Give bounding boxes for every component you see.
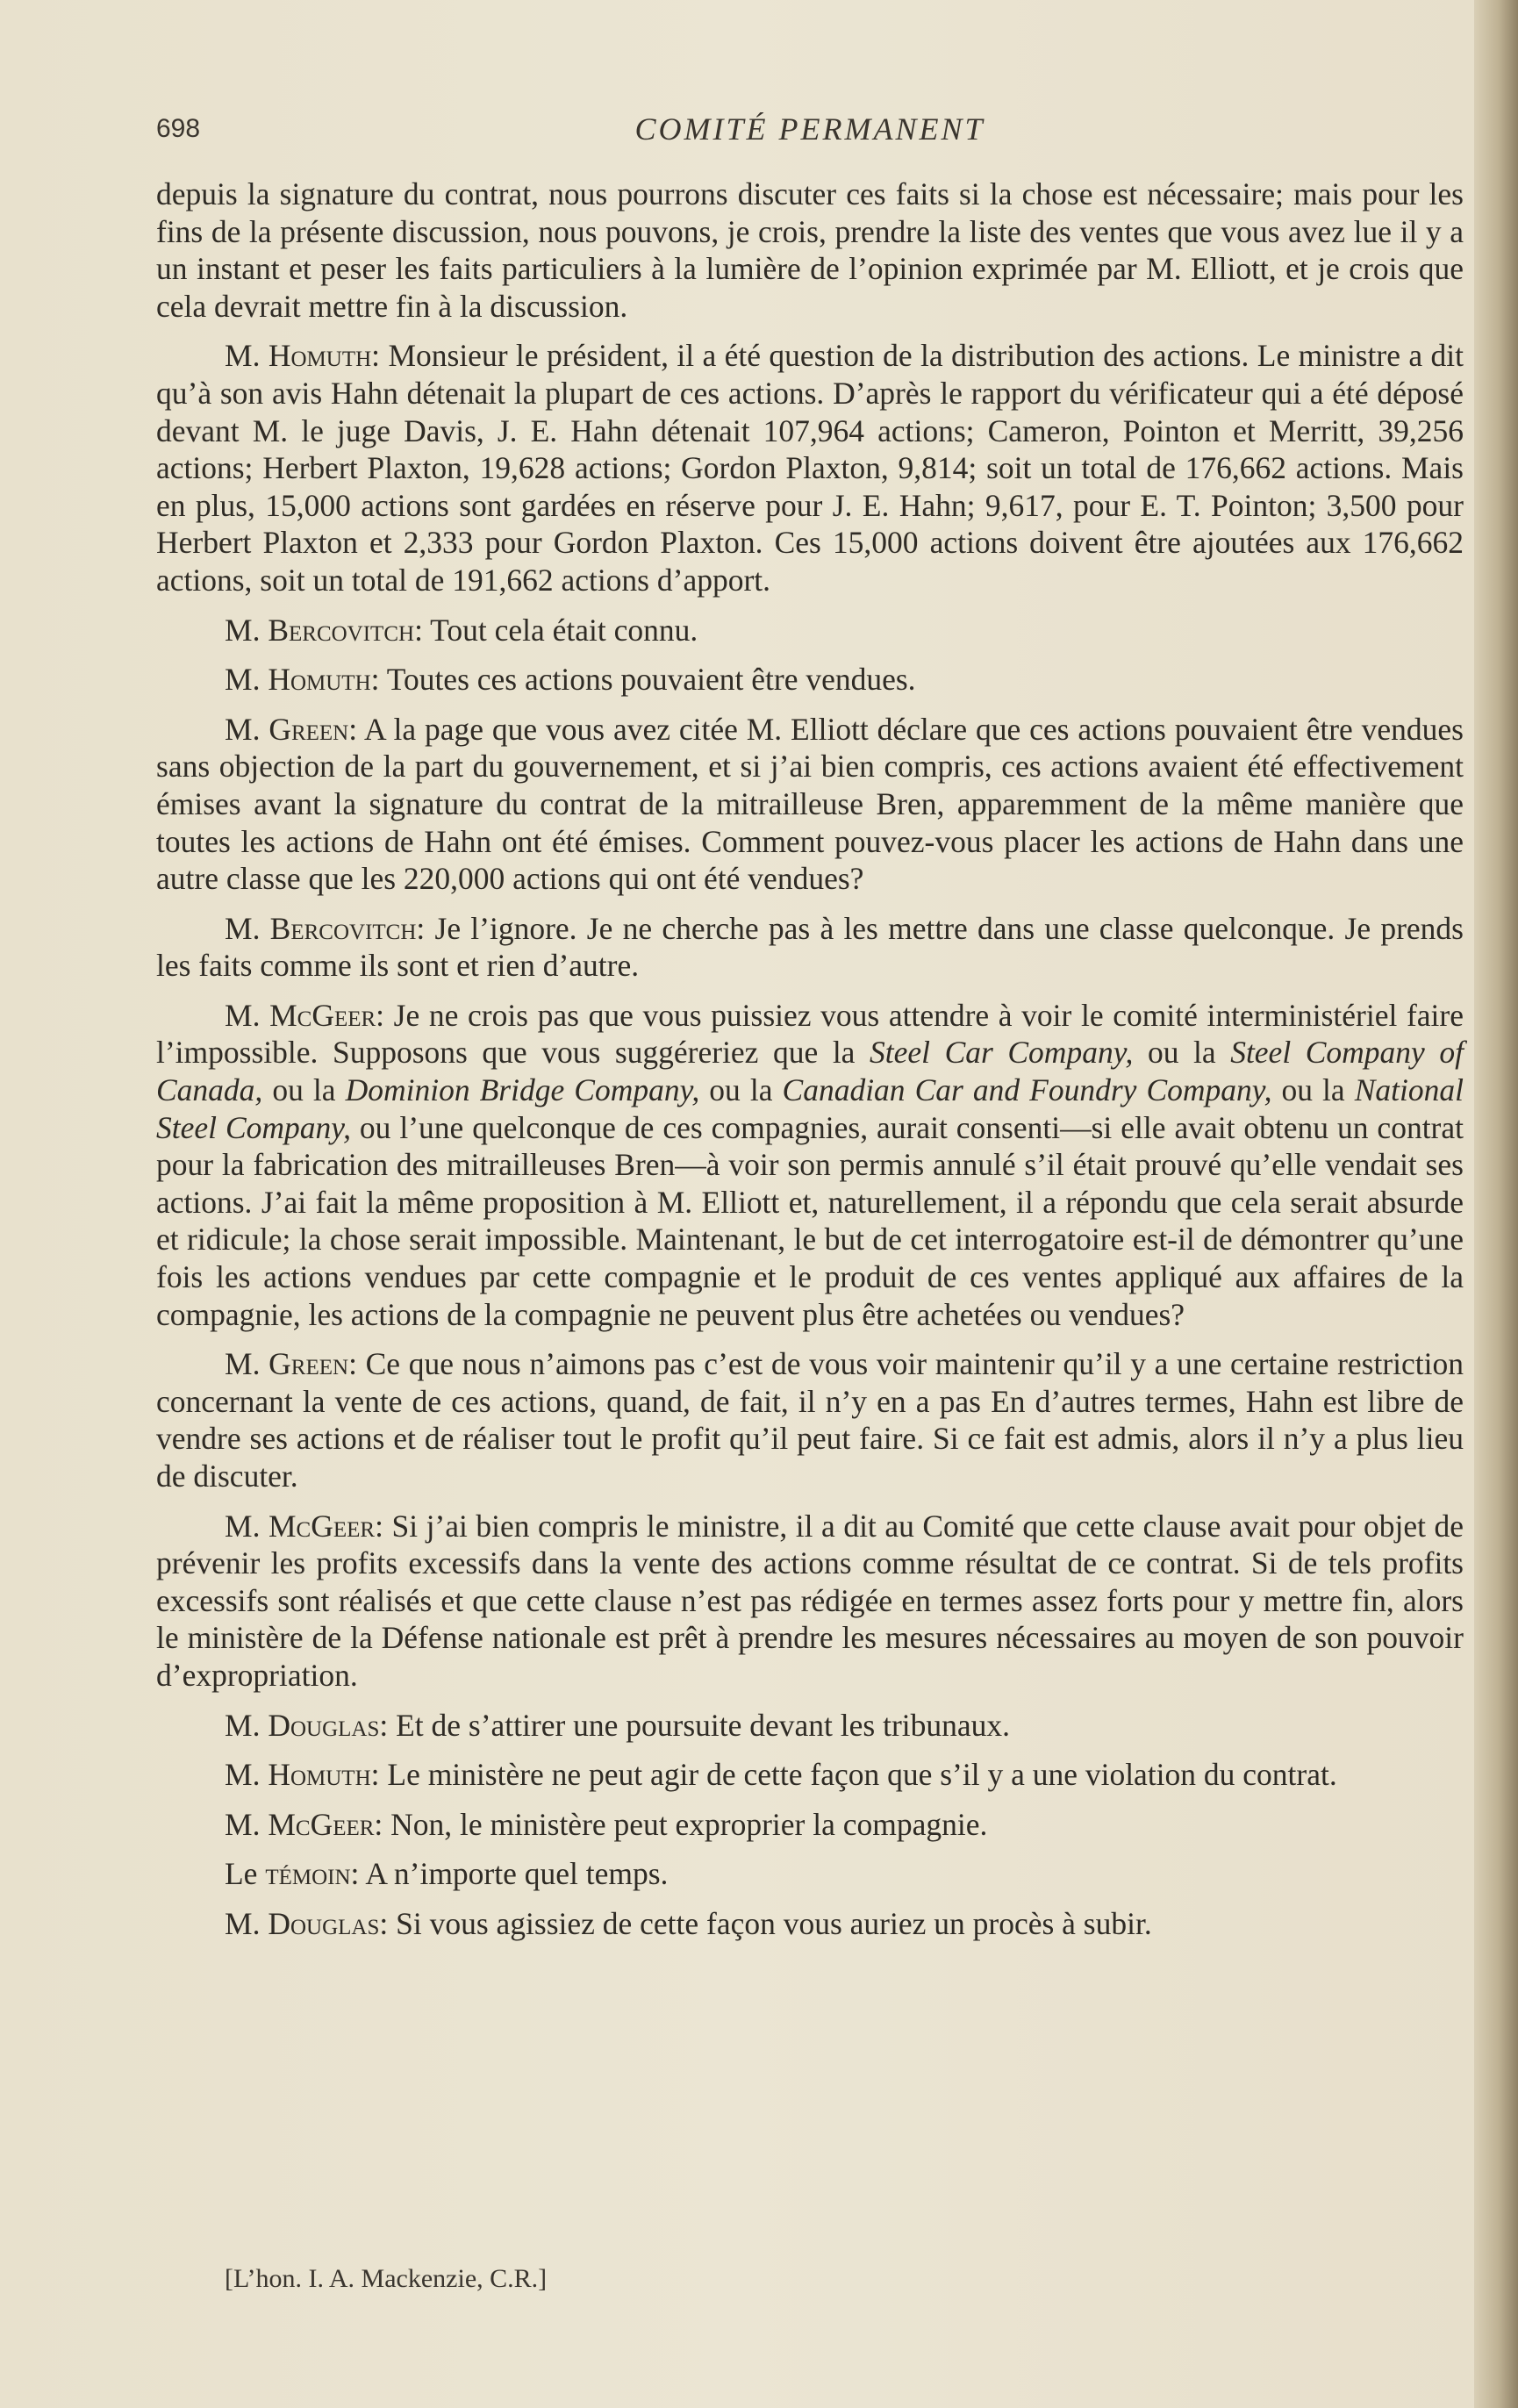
speech-paragraph bbox=[156, 1508, 1464, 1695]
speech-text: : Je l’ignore. Je ne cherche pas à les mettre dans une classe quelconque. Je prends les faits comme ils sont et rien d’autre. bbox=[156, 910, 1464, 984]
company-name: Canadian Car and Foundry Company, bbox=[782, 1072, 1272, 1108]
page-number: 698 bbox=[156, 114, 201, 143]
speaker-prefix: M. bbox=[225, 612, 269, 648]
speaker-prefix: M. bbox=[225, 338, 269, 374]
speaker-name: Green bbox=[269, 1346, 349, 1382]
company-name: Steel Car Company, bbox=[870, 1035, 1134, 1071]
speaker-footer: [L’hon. I. A. Mackenzie, C.R.] bbox=[225, 2264, 548, 2293]
speaker-prefix: M. bbox=[225, 997, 270, 1033]
transcript-body bbox=[156, 176, 1464, 1955]
speech-paragraph bbox=[156, 337, 1464, 598]
speech-paragraph bbox=[156, 1707, 1464, 1745]
speech-text: : Et de s’attirer une poursuite devant les tribunaux. bbox=[379, 1707, 1011, 1743]
speech-text: : Toutes ces actions pouvaient être vendues. bbox=[370, 662, 916, 698]
speech-paragraph bbox=[156, 711, 1464, 898]
speaker-name: Green bbox=[269, 711, 349, 747]
paragraph-text: depuis la signature du contrat, nous pourrons discuter ces faits si la chose est nécessaire; mais pour les fins de la présente discussion, nous pouvons, je crois, prendre la liste des ventes que vous avez lue il y a un instant et peser les faits particuliers à la lumière de l’opinion exprimée par M. Elliott, et je crois que cela devrait mettre fin à la discussion. bbox=[156, 176, 1464, 324]
speaker-name: Douglas bbox=[268, 1905, 380, 1941]
speaker-prefix: M. bbox=[225, 910, 270, 946]
speech-text: : Ce que nous n’aimons pas c’est de vous voir maintenir qu’il y a une certaine restriction concernant la vente de ces actions, quand, de fait, il n’y en a pas En d’autres termes, Hahn est libre de vendre ses actions et de réaliser tout le profit qu’il peut faire. Si ce fait est admis, alors il n’y a plus lieu de discuter. bbox=[156, 1346, 1464, 1494]
speech-text: : Le ministère ne peut agir de cette façon que s’il y a une violation du contrat. bbox=[370, 1757, 1337, 1793]
speech-paragraph bbox=[156, 910, 1464, 985]
speech-paragraph bbox=[156, 997, 1464, 1333]
speaker-prefix: M. bbox=[225, 1905, 269, 1941]
speaker-name: Bercovitch bbox=[269, 910, 417, 946]
page-header bbox=[156, 105, 1464, 158]
speaker-name: Homuth bbox=[268, 338, 372, 374]
speech-text: : Si j’ai bien compris le ministre, il a dit au Comité que cette clause avait pour objet de prévenir les profits excessifs dans la vente des actions comme résultat de ce contrat. Si de tels profits excessifs sont réalisés et que cette clause n’est pas rédigée en termes assez forts pour y mettre fin, alors le ministère de la Défense nationale est prêt à prendre les mesures nécessaires au moyen de son pouvoir d’expropriation. bbox=[156, 1508, 1464, 1693]
speech-text: : Non, le ministère peut exproprier la compagnie. bbox=[374, 1806, 988, 1842]
speech-paragraph bbox=[156, 612, 1464, 649]
speaker-name: McGeer bbox=[269, 997, 376, 1033]
page-edge bbox=[1474, 0, 1518, 2408]
speaker-name: témoin bbox=[265, 1856, 351, 1892]
speaker-prefix: M. bbox=[225, 662, 269, 698]
speaker-prefix: M. bbox=[225, 711, 269, 747]
speech-text: ou la bbox=[1133, 1035, 1231, 1071]
speech-paragraph bbox=[156, 1855, 1464, 1893]
speaker-prefix: M. bbox=[225, 1508, 269, 1544]
speech-text: : Tout cela était connu. bbox=[414, 612, 698, 648]
company-name: Steel Company of Canada, bbox=[156, 1035, 1464, 1108]
speech-text: : Monsieur le président, il a été question de la distribution des actions. Le ministre a dit qu’à son avis Hahn détenait la plupart de ces actions. D’après le rapport du vérificateur qui a été déposé devant M. le juge Davis, J. E. Hahn détenait 107,964 actions; Cameron, Pointon et Merritt, 39,256 actions; Herbert Plaxton, 19,628 actions; Gordon Plaxton, 9,814; soit un total de 176,662 actions. Mais en plus, 15,000 actions sont gardées en réserve pour J. E. Hahn; 9,617, pour E. T. Pointon; 3,500 pour Herbert Plaxton et 2,333 pour Gordon Plaxton. Ces 15,000 actions doivent être ajoutées aux 176,662 actions, soit un total de 191,662 actions d’apport. bbox=[156, 338, 1464, 598]
speaker-prefix: M. bbox=[225, 1757, 269, 1793]
speech-text: ou la bbox=[262, 1072, 346, 1108]
speech-text: : Si vous agissiez de cette façon vous auriez un procès à subir. bbox=[379, 1905, 1152, 1941]
speech-paragraph bbox=[156, 661, 1464, 699]
speech-paragraph bbox=[156, 1806, 1464, 1844]
speaker-name: McGeer bbox=[268, 1508, 376, 1544]
speech-paragraph bbox=[156, 1345, 1464, 1494]
speaker-prefix: M. bbox=[225, 1806, 269, 1842]
speaker-name: Douglas bbox=[268, 1707, 380, 1743]
running-head: COMITÉ PERMANENT bbox=[634, 111, 985, 147]
speaker-prefix: M. bbox=[225, 1707, 269, 1743]
speaker-prefix: Le bbox=[225, 1856, 266, 1892]
speech-paragraph bbox=[156, 1905, 1464, 1943]
speaker-name: Bercovitch bbox=[268, 612, 415, 648]
speech-text: ou la bbox=[1271, 1072, 1355, 1108]
paragraph-continued bbox=[156, 176, 1464, 325]
speaker-name: McGeer bbox=[268, 1806, 375, 1842]
company-name: National Steel Company, bbox=[156, 1072, 1464, 1145]
speech-text: : Je ne crois pas que vous puissiez vous attendre à voir le comité interministériel faire l’impossible. Supposons que vous suggéreriez que la bbox=[156, 997, 1464, 1071]
speech-text: ou l’une quelconque de ces compagnies, aurait consenti—si elle avait obtenu un contrat pour la fabrication des mitrailleuses Bren—à voir son permis annulé s’il était prouvé qu’elle vendait ses actions. J’ai fait la même proposition à M. Elliott et, naturellement, il a répondu que cela serait absurde et ridicule; la chose serait impossible. Maintenant, le but de cet interrogatoire est-il de démontrer qu’une fois les actions vendues par cette compagnie et le produit de ces ventes appliqué aux affaires de la compagnie, les actions de la compagnie ne peuvent plus être achetées ou vendues? bbox=[156, 1109, 1464, 1332]
speech-text: ou la bbox=[699, 1072, 783, 1108]
speaker-name: Homuth bbox=[268, 662, 371, 698]
speaker-prefix: M. bbox=[225, 1346, 269, 1382]
company-name: Dominion Bridge Company, bbox=[345, 1072, 700, 1108]
speech-text: : A n’importe quel temps. bbox=[350, 1856, 669, 1892]
speech-text: : A la page que vous avez citée M. Elliott déclare que ces actions pouvaient être vendues sans objection de la part du gouvernement, et si j’ai bien compris, ces actions avaient été effectivement émises avant la signature du contrat de la mitrailleuse Bren, apparemment de la même manière que toutes les actions de Hahn ont été émises. Comment pouvez-vous placer les actions de Hahn dans une autre classe que les 220,000 actions qui ont été vendues? bbox=[156, 711, 1464, 897]
speaker-name: Homuth bbox=[268, 1757, 371, 1793]
speech-paragraph bbox=[156, 1756, 1464, 1794]
